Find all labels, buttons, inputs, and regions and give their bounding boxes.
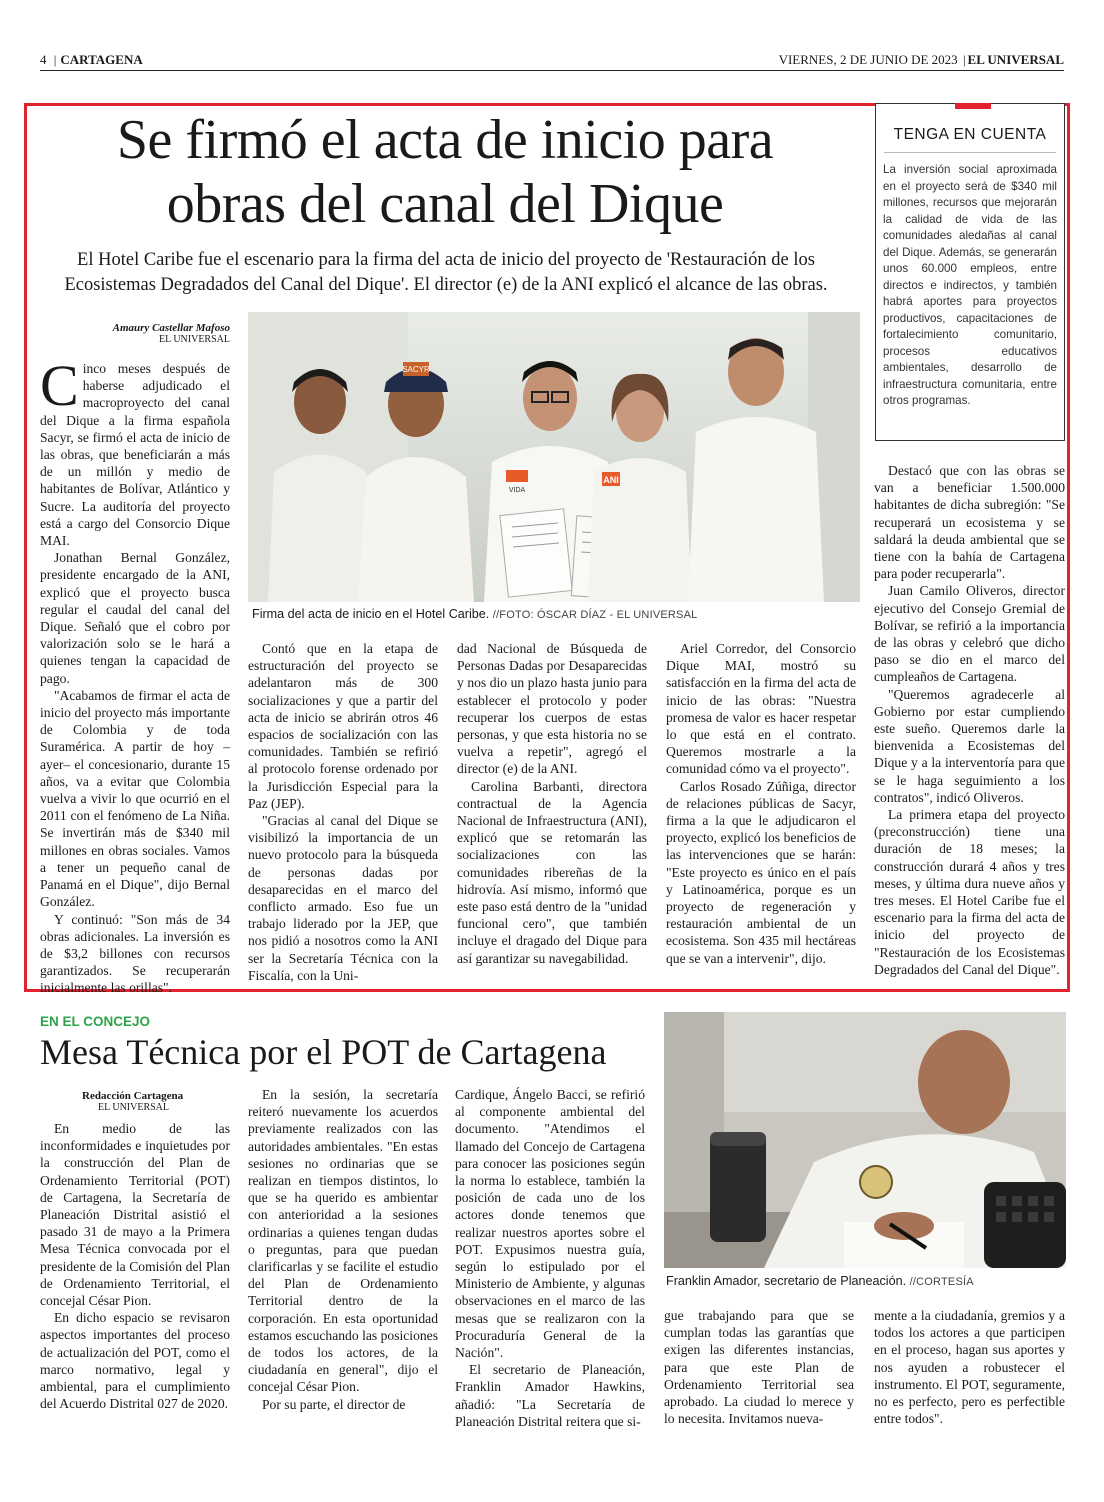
signing-photo-illustration [248, 312, 860, 602]
main-photo [248, 312, 860, 602]
second-headline: Mesa Técnica por el POT de Cartagena [40, 1032, 607, 1072]
paragraph: Carlos Rosado Zúñiga, director de relaciones públicas de Sacyr, firma a la que le adjudicaron el proyecto, explicó los beneficios de las intervenciones que se harán: "Este proyecto es único en el país y Latinoamérica, porque es un proyecto de regeneración y restauración ambiental de un ecosistema. Son 435 mil hectáreas que se van a intervenir", dijo. [666, 778, 856, 966]
byline-org: EL UNIVERSAL [158, 334, 230, 345]
pot-photo [664, 1012, 1066, 1268]
paragraph: Jonathan Bernal González, presidente encargado de la ANI, explicó que el proyecto busca regular el caudal del canal del Dique. Señaló que el cobro por valorización solo se le hará a quienes tengan la capacidad de pago. [40, 550, 230, 686]
article-kicker: EN EL CONCEJO [40, 1014, 151, 1029]
headline-line-2: obras del canal del Dique [166, 173, 724, 235]
paragraph: "Acabamos de firmar el acta de inicio del proyecto más importante de Colombia y de toda Suramérica. A partir de hoy –ayer– el concesionario, durante 15 años, va a evitar que Colombia vuelva a vivir lo que ocurrió en el 2011 con el fenómeno de La Niña. Se invertirán más de $340 mil millones en obras sociales. Vamos a tener un pequeño canal de Panamá en el Dique", dijo Bernal González. [40, 687, 230, 910]
pot-column-3 [455, 1086, 645, 1430]
paragraph: "Gracias al canal del Dique se visibilizó la importancia de un nuevo protocolo para la búsqueda de personas dadas por desaparecidas en el marco del conflicto armado. Eso fue un trabajo liderado por la JEP, que nos pidió a nosotros como la ANI ser la Secretaría Técnica con la Fiscalía, con la Uni- [248, 813, 438, 983]
deck-line-2: Ecosistemas Degradados del Canal del Dique'. El director (e) de la ANI explicó el alcance de las obras. [64, 275, 828, 295]
sidebar-accent-bar [955, 103, 991, 109]
paragraph: Por su parte, el director de [262, 1396, 406, 1412]
main-headline [36, 108, 854, 236]
sidebar-rule [884, 152, 1056, 153]
main-deck [40, 248, 852, 298]
shirt-logo-vida: VIDA [508, 487, 526, 494]
page-number: 4 [40, 52, 47, 67]
sidebar-title: TENGA EN CUENTA [893, 126, 1047, 143]
running-header-left: 4 | CARTAGENA [40, 52, 143, 67]
deck-line-1: El Hotel Caribe fue el escenario para la firma del acta de inicio del proyecto de 'Restauración de los [77, 250, 815, 270]
sidebar-text: La inversión social aproximada en el proyecto será de $340 mil millones, recursos que mejorarán la calidad de vida de las comunidades aledañas al canal del Dique. Además, se generarán unos 60.000 empleos, entre directos e indirectos, y también habrá aportes para proyectos productivos, capacitaciones de fortalecimiento comunitario, procesos educativos ambientales, desarrollo de infraestructura comunitaria, entre otros programas. [883, 163, 1057, 407]
main-photo-caption [252, 607, 852, 621]
paragraph: Juan Camilo Oliveros, director ejecutivo del Consejo Gremial de Bolívar, se refirió a la importancia de las obras y celebró que dicho paso se dio en el marco del cumpleaños de Cartagena. [874, 583, 1065, 685]
paragraph: En la sesión, la secretaría reiteró nuevamente los acuerdos previamente realizados con las autoridades ambientales. "En estas sesiones no ordinarias que se realizan en tiempos distintos, lo que se ha querido es ambientar con anterioridad a la sesiones ordinarias a quienes tengan dudas o preguntas, para que puedan clarificarlas y se facilite el estudio del Plan de Ordenamiento Territorial dentro de la corporación. En esta oportunidad estamos escuchando las posiciones de todos los actores, de la ciudadanía en general", dijo el concejal César Pion. [248, 1087, 438, 1395]
photo-credit: //CORTESÍA [909, 1276, 974, 1288]
paragraph: Cardique, Ángelo Bacci, se refirió al componente ambiental del documento. "Atendimos el llamado del Concejo de Cartagena para conocer las posiciones según la norma lo establece, también la posición de cada uno de los actores donde tenemos que realizar nuestros aportes sobre el POT. Expusimos nuestra guía, según lo estipulado por el Ministerio de Ambiente, y algunas observaciones en el marco de las mesas que se realizaron con la Procuraduría General de la Nación". [455, 1087, 645, 1361]
paragraph: inco meses después de haberse adjudicado el macroproyecto del canal del Dique a la firma española Sacyr, se firmó el acta de inicio de las obras, que beneficiarán a más de un millón y medio de habitantes de Bolívar, Atlántico y Sucre. La auditoría del proyecto está a cargo del Consorcio Dique MAI. [40, 361, 230, 549]
main-column-3 [457, 640, 647, 967]
section-name: CARTAGENA [60, 52, 143, 67]
paragraph: Carolina Barbanti, directora contractual de la Agencia Nacional de Infraestructura (ANI), explicó que se retomarán las socializaciones con las comunidades ribereñas de la hidrovía. Así mismo, informó que este paso está dentro de la "unidad funcional cero", que también incluye el dragado del Dique para así garantizar su navegabilidad. [457, 778, 647, 966]
photo-credit: //FOTO: ÓSCAR DÍAZ - EL UNIVERSAL [492, 609, 698, 621]
paragraph: Destacó que con las obras se van a beneficiar 1.500.000 habitantes de dicha subregión: "Se recuperará un ecosistema y se saldará la deuda ambiental que se tiene con la bahía de Cartagena para poder recuperarla". [874, 463, 1065, 582]
main-column-2 [248, 640, 438, 984]
paragraph: En dicho espacio se revisaron aspectos importantes del proceso de actualización del POT, como el marco normativo, legal y ambiental, para el cumplimiento del Acuerdo Distrital 027 de 2020. [40, 1310, 230, 1412]
pot-column-1 [40, 1090, 230, 1412]
paragraph: En medio de las inconformidades e inquietudes por la construcción del Plan de Ordenamiento Territorial (POT) de Cartagena, la Secretaría de Planeación Distrital asistió el pasado 31 de mayo a la Primera Mesa Técnica convocada por el presidente de la Comisión del Plan de Ordenamiento Territorial, el concejal César Pion. [40, 1121, 230, 1309]
byline-org: EL UNIVERSAL [98, 1102, 170, 1113]
paragraph: dad Nacional de Búsqueda de Personas Dadas por Desaparecidas y nos dio un plazo hasta junio para establecer el protocolo y poder recuperar los cuerpos de estas personas, y que esta historia no se vuelva a repetir", agregó el director (e) de la ANI. [457, 641, 647, 777]
caption-text: Firma del acta de inicio en el Hotel Caribe. [252, 607, 490, 621]
paragraph: El secretario de Planeación, Franklin Amador Hawkins, añadió: "La Secretaría de Planeación Distrital reitera que si- [455, 1362, 645, 1429]
main-column-1 [40, 322, 230, 997]
sidebar-box [875, 103, 1065, 441]
caption-text: Franklin Amador, secretario de Planeación. [666, 1274, 907, 1288]
header-rule [40, 70, 1064, 71]
running-header-right: VIERNES, 2 DE JUNIO DE 2023 | EL UNIVERSAL [778, 52, 1064, 67]
drop-cap: C [40, 353, 79, 418]
paragraph: "Queremos agradecerle al Gobierno por estar cumpliendo este sueño. Queremos darle la bienvenida a Ecosistemas del Dique y a la interventoría para que se le haga seguimiento a los contratos", indicó Oliveros. [874, 686, 1065, 805]
paragraph: Y continuó: "Son más de 34 obras adicionales. La inversión es de $3,2 billones con recursos garantizados. Se recuperarán inicialmente las orillas". [40, 911, 230, 996]
paragraph: Contó que en la etapa de estructuración del proyecto se adelantaron más de 300 socializaciones y que a partir del acta de inicio se abrirán otros 46 espacios de socialización con las comunidades. También se refirió al protocolo forense ordenado por la Jurisdicción Especial para la Paz (JEP). [248, 641, 438, 811]
paragraph: gue trabajando para que se cumplan todas las garantías que exigen las diferentes instancias, para que este Plan de Ordenamiento Territorial sea aprobado. La ciudad lo merece y lo necesita. Invitamos nueva- [664, 1308, 854, 1427]
pot-byline [40, 1090, 230, 1114]
paragraph: mente a la ciudadanía, gremios y a todos los actores a que participen en el proceso, hagan sus aportes y nos ayuden a robustecer el instrumento. El POT, seguramente, no es perfecto, pero es perfectible entre todos". [874, 1308, 1065, 1427]
shirt-logo-ani: ANI [603, 475, 619, 485]
pot-column-2 [248, 1086, 438, 1413]
pot-column-5 [874, 1307, 1065, 1427]
main-column-5 [874, 462, 1065, 978]
main-byline [40, 322, 230, 346]
main-column-4 [666, 640, 856, 967]
pot-photo-caption [666, 1274, 1066, 1288]
edition-date: VIERNES, 2 DE JUNIO DE 2023 [778, 52, 958, 67]
cap-logo-text: SACYR [402, 365, 430, 374]
newspaper-name: EL UNIVERSAL [967, 52, 1064, 67]
planning-secretary-photo-illustration [664, 1012, 1066, 1268]
headline-line-1: Se firmó el acta de inicio para [116, 109, 774, 171]
paragraph: La primera etapa del proyecto (preconstrucción) tiene una duración de 18 meses; la construcción durará 4 años y tres meses, y última dura nueve años y tres meses. El Hotel Caribe fue el escenario para la firma del acta de inicio del proyecto de "Restauración de los Ecosistemas Degradados del Canal del Dique". [874, 807, 1065, 977]
pot-column-4 [664, 1307, 854, 1427]
byline-name: Redacción Cartagena [82, 1090, 184, 1102]
byline-name: Amaury Castellar Mafoso [112, 322, 230, 334]
paragraph: Ariel Corredor, del Consorcio Dique MAI, mostró su satisfacción en la firma del acta de inicio de las obras: "Nuestra promesa de valor es hacer respetar lo que está en el contrato. Queremos mostrarle a la comunidad cómo va el proyecto". [666, 641, 856, 777]
